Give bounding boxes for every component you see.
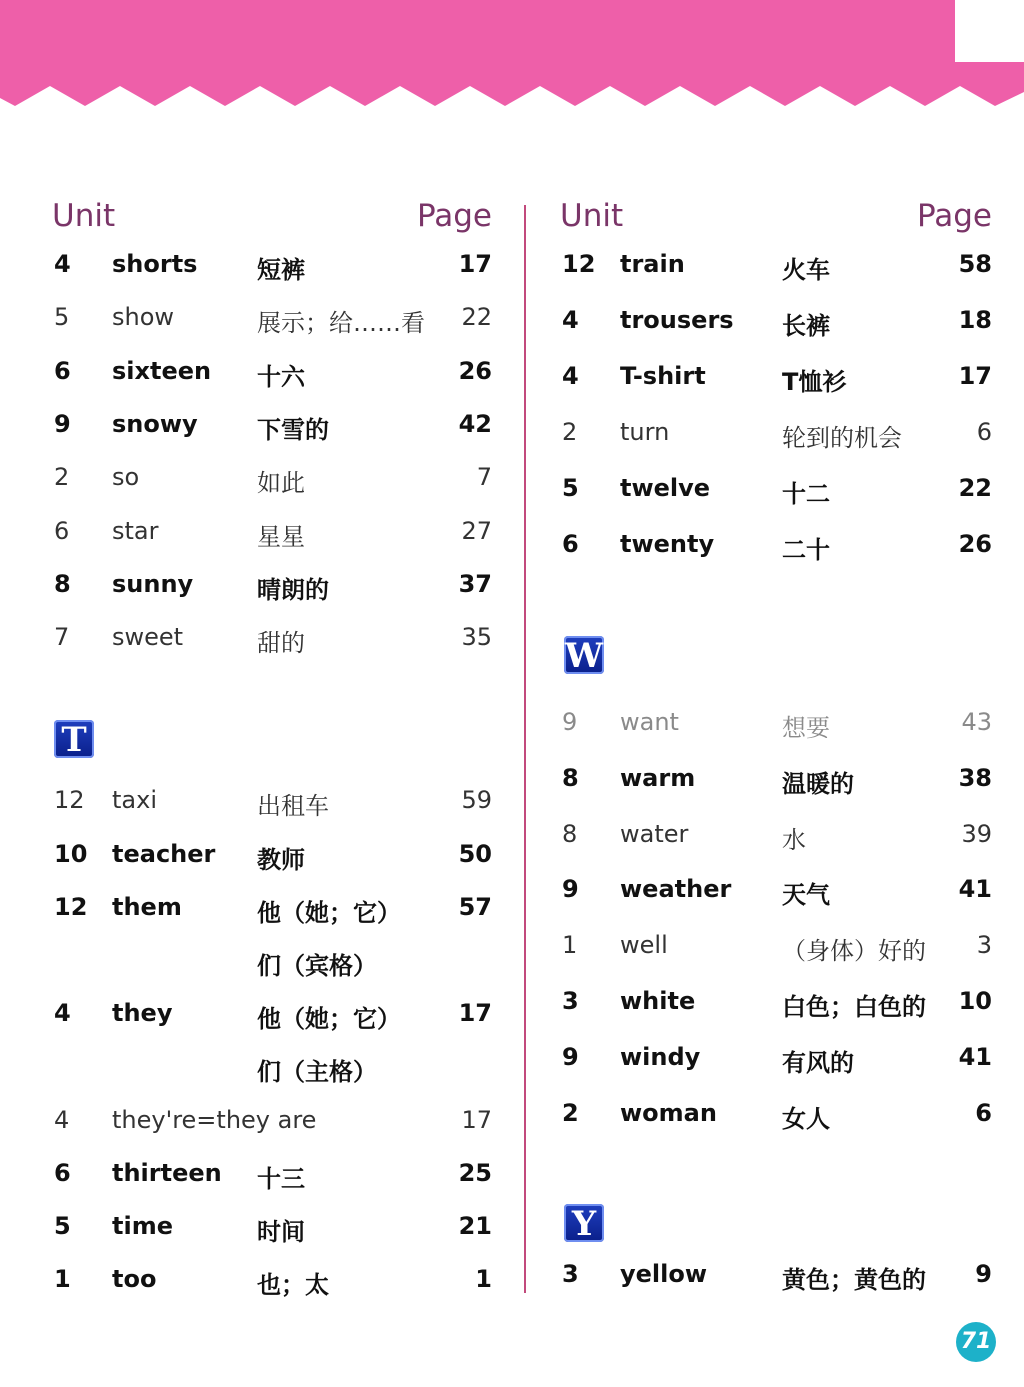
unit-number: 12 [54,786,85,815]
page-number: 22 [958,474,992,502]
chinese-meaning: 出租车 [257,792,329,821]
s-word-list [52,250,492,676]
english-word: T-shirt [620,362,706,390]
unit-number: 5 [54,1211,71,1240]
chinese-meaning: 有风的 [782,1048,854,1077]
english-word: they're=they are [112,1105,317,1134]
y-section-header [560,1204,992,1260]
word-row [560,1099,992,1155]
word-row [52,946,492,999]
word-row [52,570,492,623]
page-number: 17 [958,362,992,390]
page-number: 26 [458,356,492,385]
chinese-meaning: 短裤 [257,256,305,284]
unit-number: 12 [54,892,88,921]
chinese-meaning: （身体）好的 [782,937,926,966]
page-number: 25 [458,1158,492,1187]
word-row [52,1159,492,1212]
page-number: 1 [475,1265,492,1294]
chinese-meaning: 星星 [257,522,305,551]
english-word: sunny [112,569,194,598]
word-row [560,530,992,586]
chinese-meaning: 火车 [782,256,830,284]
t-section-header [52,720,492,786]
english-word: star [112,516,159,545]
chinese-meaning: 时间 [257,1217,305,1246]
unit-heading: Unit [52,198,116,234]
unit-number: 4 [562,306,579,334]
unit-number: 9 [562,875,579,904]
english-word: snowy [112,409,198,438]
word-row [560,931,992,987]
unit-number: 4 [54,250,71,278]
english-word: teacher [112,839,216,868]
english-word: too [112,1265,157,1294]
word-row [52,786,492,839]
page-number: 7 [476,463,492,492]
t-word-list [52,786,492,1318]
left-column [52,190,492,1318]
page-number: 43 [961,708,992,736]
word-row [560,250,992,306]
unit-number: 2 [562,418,578,446]
page-number: 9 [975,1260,992,1289]
chinese-meaning: 十二 [782,480,830,508]
word-row [52,463,492,516]
unit-number: 2 [562,1098,579,1127]
page-number: 39 [961,819,992,848]
word-row [52,410,492,463]
page-number: 10 [958,987,992,1015]
pink-zigzag-banner [0,0,1024,115]
chinese-meaning: 甜的 [257,629,305,658]
chinese-meaning: 女人 [782,1104,830,1133]
unit-number: 1 [562,931,578,960]
chinese-meaning: 如此 [257,469,305,498]
word-row [560,306,992,362]
english-word: time [112,1211,173,1240]
unit-number: 6 [54,516,70,545]
w-letter-box: W [564,636,604,676]
english-word: train [620,250,685,278]
page-number: 6 [975,1098,992,1127]
english-word: water [620,819,689,848]
word-row [52,840,492,893]
english-word: taxi [112,786,157,815]
english-word: show [112,303,175,332]
english-word: so [112,463,140,492]
word-row [52,999,492,1052]
unit-number: 5 [54,303,70,332]
word-row [52,357,492,410]
y-word-list [560,1260,992,1316]
chinese-meaning: 水 [782,825,806,854]
chinese-meaning: 他（她；它） [257,898,401,927]
word-row [52,623,492,676]
word-row [52,1265,492,1318]
unit-number: 9 [54,409,71,438]
page-heading: Page [916,198,992,234]
unit-number: 8 [562,763,579,792]
page-number: 57 [458,892,492,921]
unit-number: 3 [562,1260,579,1289]
unit-number: 3 [562,987,579,1015]
chinese-meaning: 他（她；它） [257,1005,401,1034]
chinese-meaning: 长裤 [782,312,830,340]
page-number: 6 [976,418,992,446]
unit-number: 12 [562,250,596,278]
word-row [560,418,992,474]
w-word-list [560,708,992,1154]
page-number: 35 [461,623,492,652]
chinese-meaning: 白色；白色的 [782,993,926,1021]
page-number: 21 [458,1211,492,1240]
unit-number: 8 [562,819,578,848]
y-letter-box: Y [564,1204,604,1242]
english-word: trousers [620,306,734,334]
unit-number: 4 [562,362,579,390]
english-word: twelve [620,474,711,502]
page-heading: Page [416,198,492,234]
left-header [52,190,492,250]
page-number-badge: 71 [956,1322,996,1362]
english-word: weather [620,875,732,904]
page-number: 17 [461,1105,492,1134]
page-number: 27 [461,516,492,545]
english-word: shorts [112,250,198,278]
english-word: well [620,931,668,960]
w-section-header [560,636,992,708]
chinese-meaning: 也；太 [257,1271,329,1300]
english-word: turn [620,418,670,446]
page-number: 38 [958,763,992,792]
unit-number: 1 [54,1265,71,1294]
unit-heading: Unit [560,198,624,234]
chinese-meaning: T恤衫 [782,368,847,396]
unit-number: 6 [562,530,579,558]
english-word: white [620,987,696,1015]
page-number: 59 [461,786,492,815]
english-word: warm [620,763,696,792]
unit-number: 5 [562,474,579,502]
english-word: thirteen [112,1158,222,1187]
word-row [560,474,992,530]
unit-number: 6 [54,356,71,385]
english-word: sixteen [112,356,212,385]
english-word: twenty [620,530,715,558]
column-divider [524,205,526,1293]
word-row [560,987,992,1043]
chinese-meaning: 们（宾格） [257,951,377,980]
unit-number: 4 [54,1105,70,1134]
unit-number: 2 [54,463,70,492]
chinese-meaning: 下雪的 [257,415,329,444]
page-number: 17 [458,999,492,1028]
word-row [52,1212,492,1265]
chinese-meaning: 黄色；黄色的 [782,1266,926,1295]
english-word: want [620,708,679,736]
word-row [560,362,992,418]
unit-number: 10 [54,839,88,868]
word-row [52,1106,492,1159]
page-number: 58 [958,250,992,278]
chinese-meaning: 天气 [782,881,830,910]
page-number: 41 [958,1042,992,1071]
unit-number: 6 [54,1158,71,1187]
word-row [560,875,992,931]
chinese-meaning: 展示；给……看 [257,309,425,338]
word-row [560,820,992,876]
t-letter-box: T [54,720,94,758]
word-row [560,708,992,764]
chinese-meaning: 们（主格） [257,1058,377,1087]
page-number: 18 [958,306,992,334]
unit-number: 9 [562,1042,579,1071]
word-row [52,250,492,303]
unit-number: 8 [54,569,71,598]
chinese-meaning: 温暖的 [782,769,854,798]
page-number: 50 [458,839,492,868]
chinese-meaning: 轮到的机会 [782,424,902,452]
english-word: sweet [112,623,184,652]
page-number: 22 [461,303,492,332]
page-number: 41 [958,875,992,904]
chinese-meaning: 二十 [782,536,830,564]
page-number: 3 [976,931,992,960]
chinese-meaning: 晴朗的 [257,575,329,604]
english-word: yellow [620,1260,708,1289]
unit-number: 7 [54,623,70,652]
chinese-meaning: 十三 [257,1164,305,1193]
right-header [560,190,992,250]
right-column [560,190,992,1316]
word-row [560,764,992,820]
page-number: 17 [458,250,492,278]
chinese-meaning: 教师 [257,845,305,874]
word-row [52,303,492,356]
word-row [52,1052,492,1105]
word-row [560,1043,992,1099]
english-word: windy [620,1042,701,1071]
english-word: they [112,999,173,1028]
word-row [52,893,492,946]
unit-number: 9 [562,708,578,736]
chinese-meaning: 想要 [782,714,830,742]
page-number: 42 [458,409,492,438]
word-row [560,1260,992,1316]
t-word-list [560,250,992,586]
english-word: them [112,892,182,921]
word-row [52,517,492,570]
page-number: 37 [458,569,492,598]
english-word: woman [620,1098,717,1127]
page-number: 26 [958,530,992,558]
chinese-meaning: 十六 [257,362,305,391]
unit-number: 4 [54,999,71,1028]
